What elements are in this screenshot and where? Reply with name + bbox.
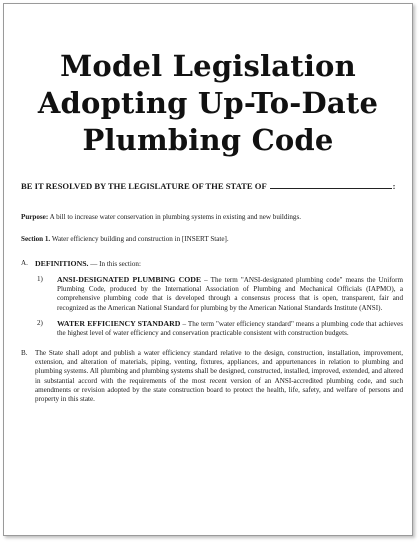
definition-term: ANSI-DESIGNATED PLUMBING CODE: [57, 274, 202, 284]
definition-text: – The term "ANSI-designated plumbing code" means the Uniform Plumbing Code, produced by the International Association of Plumbing and Mechanical Officials (IAPMO), a comprehensive plumbing code that is developed through a consensus process that is open, transparent, fair and recognized as the American National Standard for plumbing by the American National Standards Institute (ANSI).: [57, 275, 403, 312]
purpose-label: Purpose:: [21, 213, 49, 221]
definition-body: [57, 275, 403, 313]
definition-number: 2): [37, 319, 43, 328]
section-a-letter: A.: [21, 258, 28, 267]
section-1-text: Water efficiency building and construction in [INSERT State].: [50, 235, 229, 244]
definitions-heading: [35, 259, 403, 269]
definition-item: [35, 275, 403, 313]
section-a-body: [35, 259, 403, 339]
title-line-2: Adopting Up-To-Date: [37, 86, 379, 120]
section-a: [21, 259, 403, 339]
section-b-letter: B.: [21, 348, 28, 357]
purpose-paragraph: [21, 213, 403, 222]
section-1-paragraph: [21, 235, 403, 244]
definition-item: [35, 319, 403, 339]
resolved-text: BE IT RESOLVED BY THE LEGISLATURE OF THE STATE OF: [21, 181, 267, 191]
definition-body: [57, 319, 403, 339]
purpose-text: A bill to increase water conservation in plumbing systems in existing and new buildings.: [48, 213, 301, 221]
state-blank-line: [270, 181, 392, 189]
resolved-end: :: [392, 181, 396, 191]
definitions-intro: — In this section:: [88, 259, 141, 268]
definitions-label: DEFINITIONS.: [35, 258, 89, 268]
resolved-line: [21, 181, 403, 192]
title-line-3: Plumbing Code: [82, 123, 334, 157]
page-title: [4, 48, 412, 159]
definition-term: WATER EFFICIENCY STANDARD: [57, 319, 181, 329]
section-b-text: The State shall adopt and publish a water efficiency standard relative to the design, construction, installation, improvement, extension, and alteration of materials, piping, venting, fixtures, appliances, and appurtenances in relation to plumbing and plumbing systems. All plumbing and plumbing systems shall be designed, constructed, installed, improved, extended, and altered in substantial accord with the requirements of the most recent version of an ANSI-accredited plumbing code, and such amendments or revision adopted by the state construction board to protect the health, life, safety, and welfare of persons and property in this state.: [35, 348, 403, 404]
section-b: [21, 349, 403, 405]
definition-text: – The term "water efficiency standard" means a plumbing code that achieves the highest level of water efficiency and conservation practicable consistent with construction budgets.: [57, 320, 403, 338]
definition-number: 1): [37, 274, 43, 283]
title-line-1: Model Legislation: [60, 49, 356, 83]
document-body: [21, 181, 403, 404]
document-page: [3, 3, 413, 536]
section-1-label: Section 1.: [21, 235, 51, 244]
